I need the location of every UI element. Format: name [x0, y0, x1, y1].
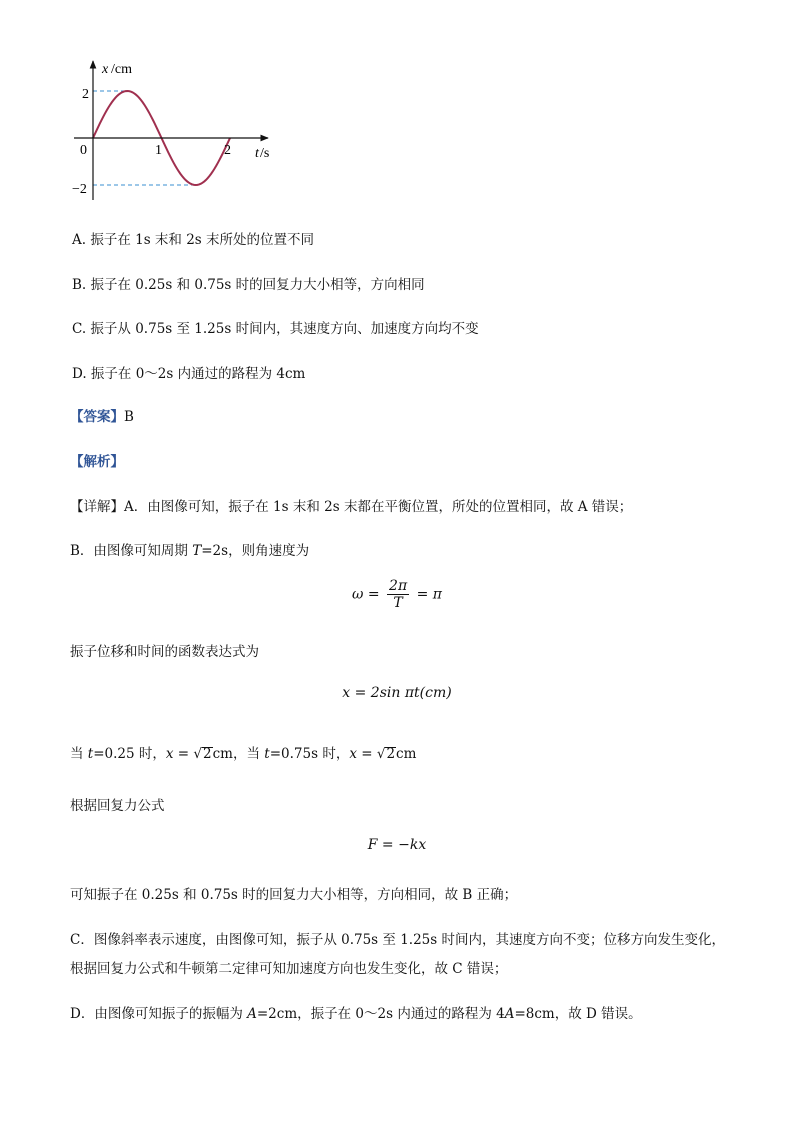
detail-tag: 【详解】 — [70, 499, 124, 515]
x-tick-1: 1 — [155, 143, 162, 158]
l4-t2: t — [264, 746, 270, 762]
detail-line-6: 可知振子在 0.25s 和 0.75s 时的回复力大小相等，方向相同，故 B 正确； — [70, 887, 518, 903]
l9-p3: =8cm，故 D 错误。 — [514, 1006, 642, 1022]
l4-unit1: cm — [212, 746, 233, 762]
l9-p1: D．由图像可知振子的振幅为 — [70, 1006, 248, 1022]
detail-line-2-suffix: =2s，则角速度为 — [201, 543, 310, 559]
y-tick-pos2: 2 — [82, 87, 89, 102]
l4-root2: 2 — [386, 746, 396, 762]
omega-lhs: ω = — [351, 586, 380, 603]
answer-line — [70, 405, 134, 425]
detail-line-2 — [70, 539, 309, 559]
origin-label: 0 — [80, 143, 87, 158]
x-tick-2: 2 — [224, 143, 231, 158]
f-equation-text: F = −kx — [367, 837, 427, 853]
l9-a2: A — [504, 1006, 515, 1022]
omega-rhs: = π — [416, 586, 442, 603]
omega-numerator: 2π — [389, 578, 408, 594]
omega-denominator: T — [393, 595, 403, 611]
x-axis-label-var: t — [255, 146, 259, 161]
omega-fraction — [387, 578, 409, 611]
detail-line-4: 当 t=0.25 时，x = √2cm，当 t=0.75s 时，x = √2cm — [70, 746, 417, 762]
x-equation — [0, 685, 794, 701]
l4-eq1: x = — [165, 746, 194, 762]
l4-p3: ，当 — [233, 746, 265, 762]
analysis-line — [70, 450, 124, 470]
l9-p2: =2cm，振子在 0～2s 内通过的路程为 4 — [256, 1006, 505, 1022]
l4-p1: 当 — [70, 746, 88, 762]
y-tick-neg2: −2 — [72, 182, 87, 197]
x-axis-label-unit: /s — [260, 146, 270, 161]
detail-line-7: C．图像斜率表示速度，由图像可知，振子从 0.75s 至 1.25s 时间内，其速度方向不变；位移方向发生变化， — [70, 932, 725, 948]
y-axis-label-unit: /cm — [111, 62, 132, 77]
period-symbol: T — [192, 543, 202, 559]
detail-line-8: 根据回复力公式和牛顿第二定律可知加速度方向也发生变化，故 C 错误； — [70, 961, 508, 977]
x-equation-text: x = 2sin πt(cm) — [342, 685, 452, 701]
option-d: D. 振子在 0～2s 内通过的路程为 4cm — [72, 366, 306, 382]
l4-root1: 2 — [203, 746, 212, 762]
l4-t1: t — [87, 746, 94, 762]
displacement-time-graph — [60, 55, 290, 205]
l4-eq2: x = — [349, 746, 377, 762]
detail-line-3: 振子位移和时间的函数表达式为 — [70, 644, 259, 660]
answer-value: B — [124, 409, 134, 425]
detail-line-1-text: A．由图像可知，振子在 1s 末和 2s 末都在平衡位置，所处的位置相同，故 A 错误； — [124, 499, 633, 515]
l4-p2: =0.25 时， — [93, 746, 166, 762]
analysis-tag: 【解析】 — [70, 454, 124, 470]
l9-a1: A — [247, 1006, 257, 1022]
option-a: A. 振子在 1s 末和 2s 末所处的位置不同 — [72, 232, 315, 248]
detail-line-2-prefix: B．由图像可知周期 — [70, 543, 193, 559]
l4-p4: =0.75s 时， — [269, 746, 350, 762]
omega-equation — [0, 578, 794, 611]
answer-tag: 【答案】 — [70, 409, 124, 425]
l4-unit2: cm — [396, 746, 417, 762]
detail-line-9 — [70, 1002, 642, 1022]
detail-line-5: 根据回复力公式 — [70, 798, 165, 814]
option-b: B. 振子在 0.25s 和 0.75s 时的回复力大小相等，方向相同 — [72, 277, 425, 293]
y-axis-label-var: x — [102, 62, 109, 77]
f-equation — [0, 837, 794, 853]
detail-line-1 — [70, 495, 632, 515]
option-c: C. 振子从 0.75s 至 1.25s 时间内，其速度方向、加速度方向均不变 — [72, 321, 479, 337]
